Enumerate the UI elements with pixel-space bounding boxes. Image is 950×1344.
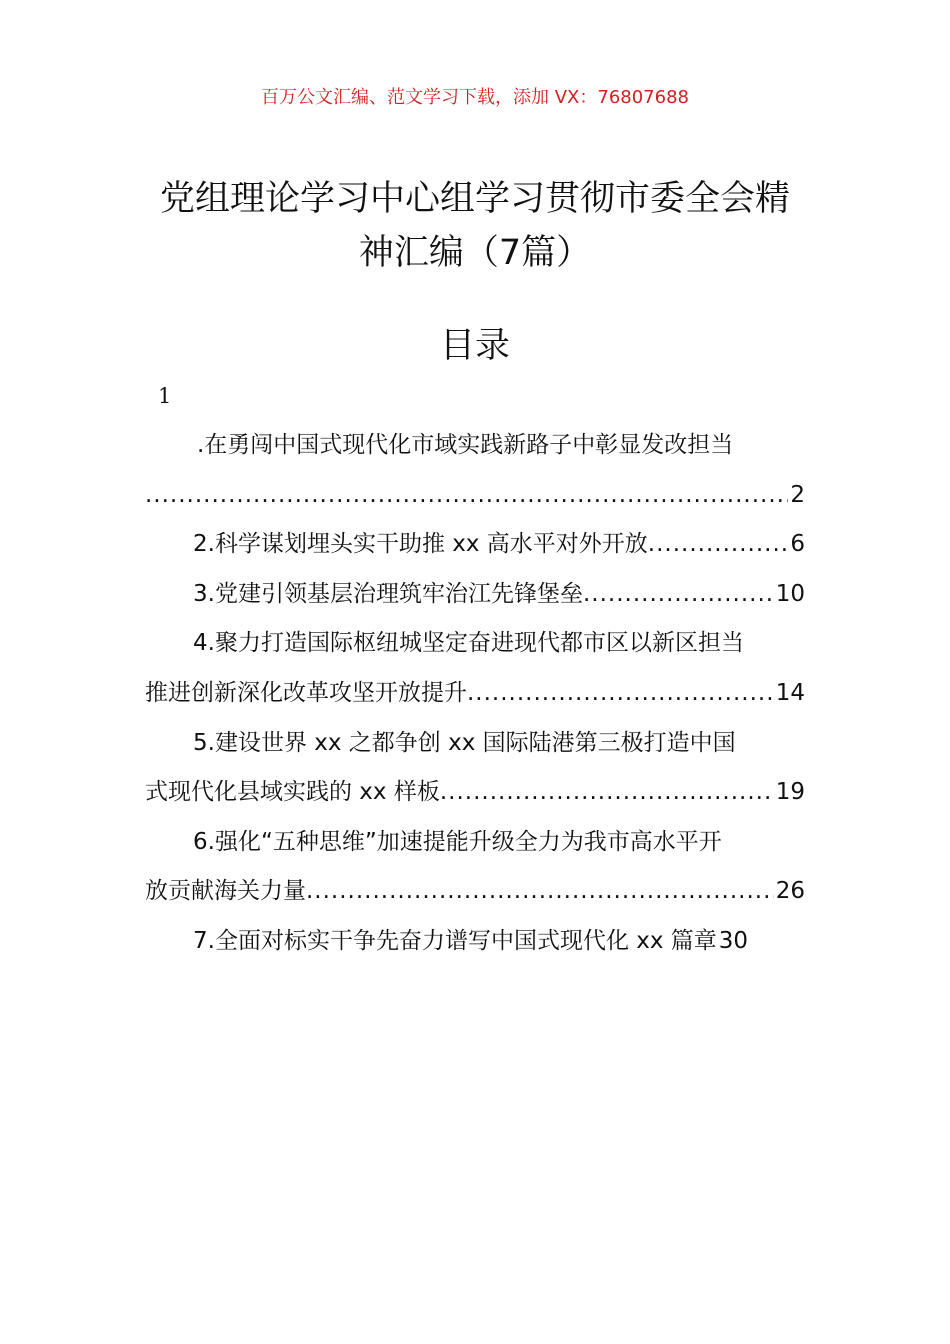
toc-entry-line <box>145 768 805 818</box>
toc-entry-6[interactable] <box>145 818 805 917</box>
toc-entry-line <box>145 570 805 620</box>
toc-entry-line <box>145 669 805 719</box>
toc-entry-title[interactable]: 6.强化“五种思维”加速提能升级全力为我市高水平开 <box>193 828 722 855</box>
toc-entry-page[interactable]: 19 <box>775 779 805 806</box>
toc-entry-title[interactable]: 3.党建引领基层治理筑牢治江先锋堡垒 <box>193 580 583 607</box>
stray-page-number: 1 <box>158 384 172 408</box>
toc-entry-line <box>145 719 805 769</box>
toc-entry-title[interactable]: 4.聚力打造国际枢纽城坚定奋进现代都市区以新区担当 <box>193 630 744 657</box>
toc-entry-2[interactable] <box>145 520 805 570</box>
toc-entry-page[interactable]: 30 <box>718 927 749 954</box>
toc-entry-7[interactable] <box>145 917 805 967</box>
toc-entry-page[interactable]: 2 <box>790 481 805 508</box>
toc-heading: 目录 <box>439 326 510 366</box>
header-note: 百万公文汇编、范文学习下载，添加 VX：76807688 <box>261 87 689 108</box>
toc-entry-title-cont[interactable]: 放贡献海关力量 <box>145 878 306 905</box>
toc-entry-title-cont[interactable]: 式现代化县域实践的 xx 样板 <box>145 779 440 806</box>
toc-entry-title[interactable]: .在勇闯中国式现代化市域实践新路子中彰显发改担当 <box>197 432 734 458</box>
title-line-1: 党组理论学习中心组学习贯彻市委全会精 <box>159 179 790 219</box>
toc-entry-line <box>145 867 805 917</box>
toc-entry-page[interactable]: 26 <box>775 878 805 905</box>
table-of-contents <box>145 421 805 967</box>
toc-leader-dots <box>583 570 774 620</box>
toc-entry-line <box>145 421 805 471</box>
toc-entry-4[interactable] <box>145 619 805 718</box>
toc-entry-title-cont[interactable]: 推进创新深化改革攻坚开放提升 <box>145 679 467 706</box>
toc-leader-dots <box>145 471 788 521</box>
toc-entry-page[interactable]: 6 <box>790 531 805 558</box>
toc-entry-title[interactable]: 2.科学谋划埋头实干助推 xx 高水平对外开放 <box>193 531 648 558</box>
toc-leader-dots <box>306 867 774 917</box>
toc-leader-dots <box>440 768 774 818</box>
toc-entry-line <box>145 818 805 868</box>
toc-entry-3[interactable] <box>145 570 805 620</box>
toc-entry-title[interactable]: 5.建设世界 xx 之都争创 xx 国际陆港第三极打造中国 <box>193 729 736 756</box>
toc-leader-dots <box>467 669 774 719</box>
toc-entry-line <box>145 619 805 669</box>
toc-entry-line <box>145 471 805 521</box>
document-title <box>145 172 805 280</box>
toc-entry-line <box>145 917 805 967</box>
toc-entry-title[interactable]: 7.全面对标实干争先奋力谱写中国式现代化 xx 篇章 <box>193 927 717 954</box>
toc-entry-page[interactable]: 14 <box>775 679 805 706</box>
toc-leader-dots <box>648 520 789 570</box>
toc-entry-5[interactable] <box>145 719 805 818</box>
toc-entry-page[interactable]: 10 <box>775 580 805 607</box>
title-line-2: 神汇编（7篇） <box>358 233 592 273</box>
toc-entry-1[interactable] <box>145 421 805 520</box>
toc-entry-line <box>145 520 805 570</box>
